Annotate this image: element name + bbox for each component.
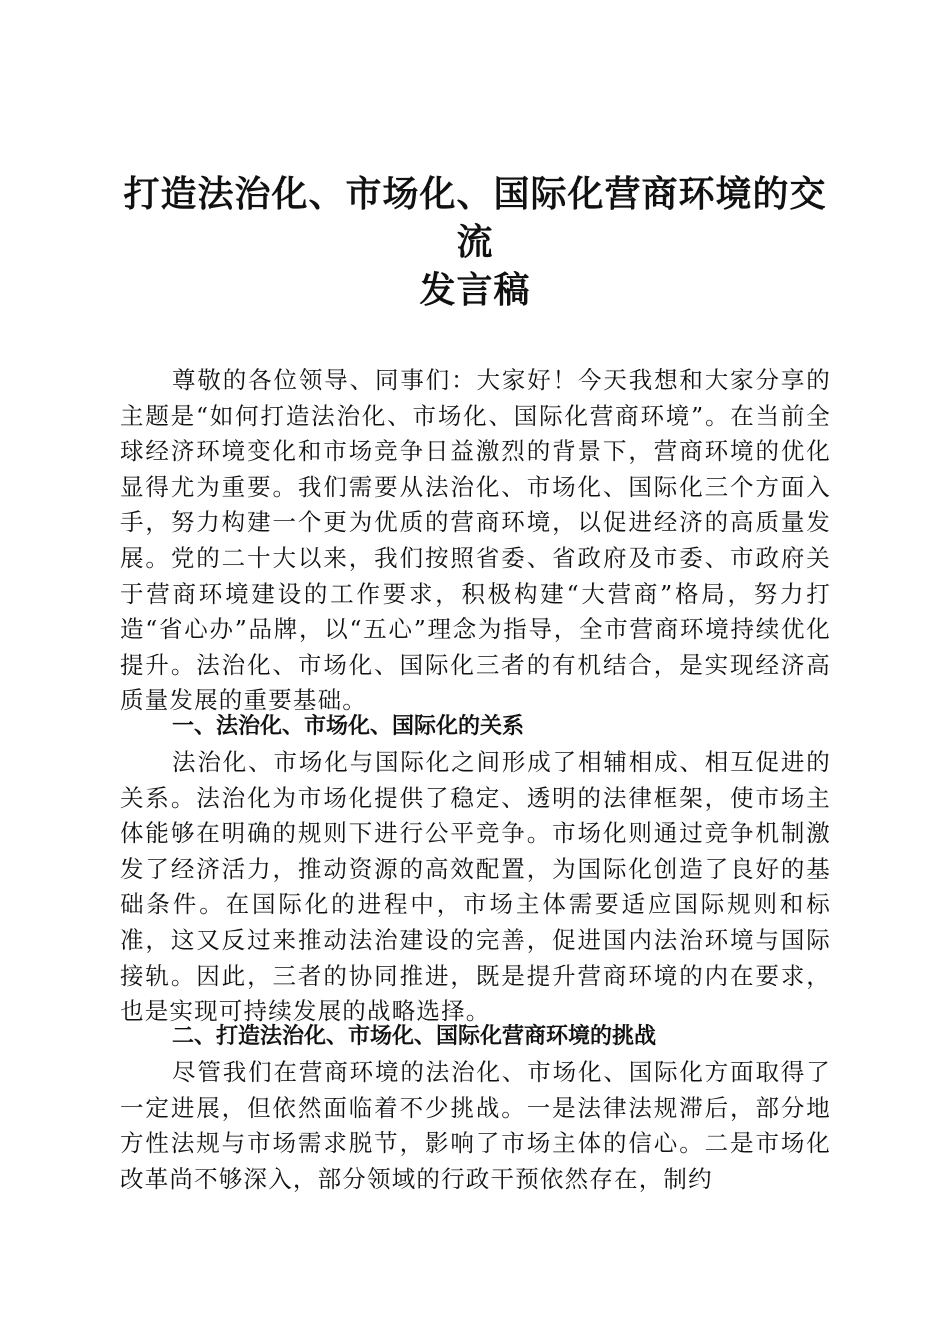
section-heading-2: 二、打造法治化、市场化、国际化营商环境的挑战 — [172, 1024, 657, 1049]
body-paragraph-challenges: 尽管我们在营商环境的法治化、市场化、国际化方面取得了一定进展，但依然面临着不少挑战。一是法律法规滞后，部分地方性法规与市场需求脱节，影响了市场主体的信心。二是市场化改革尚不够深入，部分领域的行政干预依然存在，制约 — [120, 1058, 831, 1193]
document-title-line-1: 打造法治化、市场化、国际化营商环境的交流 — [123, 173, 827, 263]
body-paragraph-intro: 尊敬的各位领导、同事们：大家好！今天我想和大家分享的主题是“如何打造法治化、市场化、国际化营商环境”。在当前全球经济环境变化和市场竞争日益激烈的背景下，营商环境的优化显得尤为重要。我们需要从法治化、市场化、国际化三个方面入手，努力构建一个更为优质的营商环境，以促进经济的高质量发展。党的二十大以来，我们按照省委、省政府及市委、市政府关于营商环境建设的工作要求，积极构建“大营商”格局，努力打造“省心办”品牌，以“五心”理念为指导，全市营商环境持续优化提升。法治化、市场化、国际化三者的有机结合，是实现经济高质量发展的重要基础。 — [120, 366, 831, 715]
body-paragraph-relationship: 法治化、市场化与国际化之间形成了相辅相成、相互促进的关系。法治化为市场化提供了稳定、透明的法律框架，使市场主体能够在明确的规则下进行公平竞争。市场化则通过竞争机制激发了经济活力，推动资源的高效配置，为国际化创造了良好的基础条件。在国际化的进程中，市场主体需要适应国际规则和标准，这又反过来推动法治建设的完善，促进国内法治环境与国际接轨。因此，三者的协同推进，既是提升营商环境的内在要求，也是实现可持续发展的战略选择。 — [120, 748, 831, 1026]
document-title-line-2: 发言稿 — [419, 269, 531, 311]
section-heading-1: 一、法治化、市场化、国际化的关系 — [172, 714, 525, 739]
